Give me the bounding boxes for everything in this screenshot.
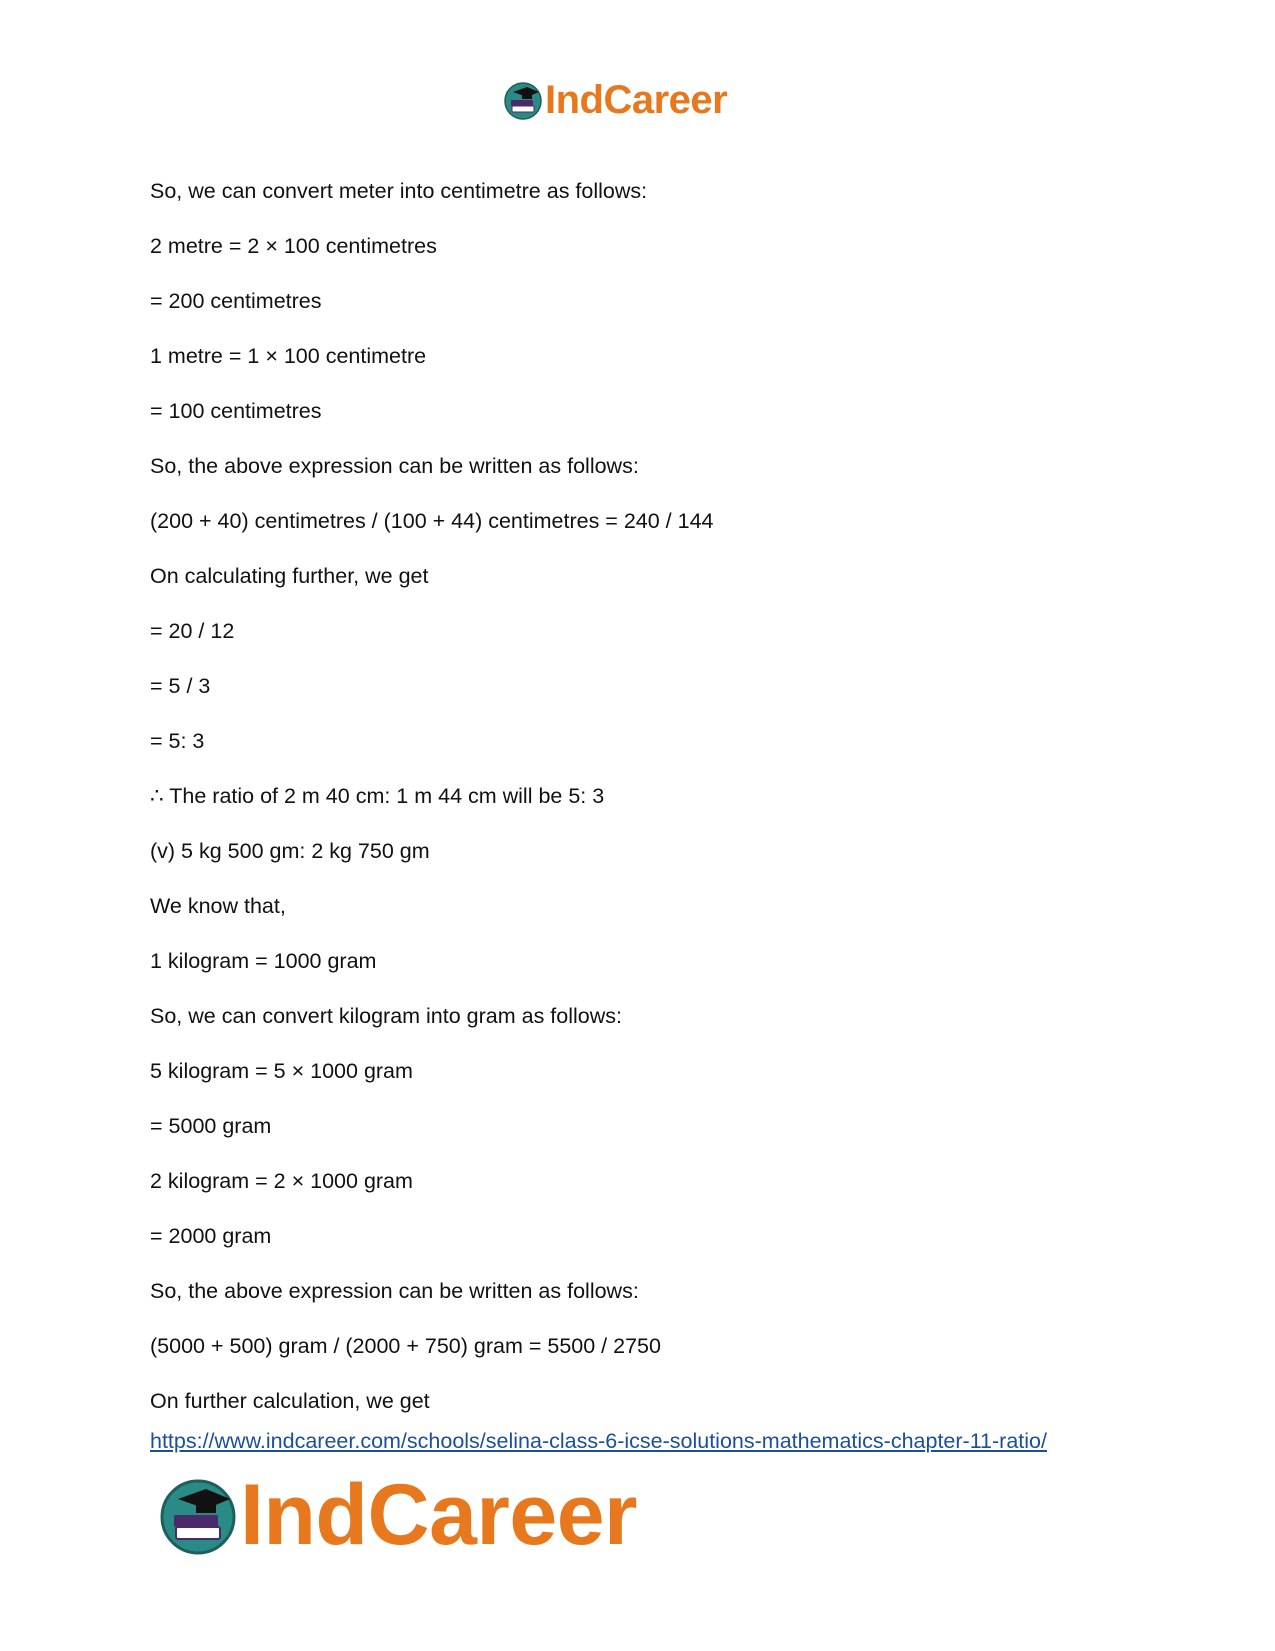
text-line: So, the above expression can be written as follows:	[150, 454, 639, 478]
logo-wordmark: IndCareer	[240, 1467, 637, 1563]
text-line: (5000 + 500) gram / (2000 + 750) gram = 5500 / 2750	[150, 1334, 661, 1358]
text-line: (200 + 40) centimetres / (100 + 44) centimetres = 240 / 144	[150, 509, 714, 533]
text-line: = 100 centimetres	[150, 399, 322, 423]
text-line: We know that,	[150, 894, 286, 918]
globe-books-icon	[158, 1475, 238, 1555]
text-line: ∴ The ratio of 2 m 40 cm: 1 m 44 cm will be 5: 3	[150, 784, 605, 808]
text-line: 1 kilogram = 1000 gram	[150, 949, 377, 973]
text-line: = 5: 3	[150, 729, 205, 753]
globe-books-icon	[503, 80, 543, 120]
text-line: 2 kilogram = 2 × 1000 gram	[150, 1169, 413, 1193]
text-line: 1 metre = 1 × 100 centimetre	[150, 344, 427, 368]
text-line: On further calculation, we get	[150, 1389, 430, 1413]
document-body	[150, 178, 1150, 1443]
text-line: 5 kilogram = 5 × 1000 gram	[150, 1059, 413, 1083]
text-line: = 5000 gram	[150, 1114, 272, 1138]
text-line: = 2000 gram	[150, 1224, 272, 1248]
footer-logo	[158, 1467, 637, 1563]
text-line: = 20 / 12	[150, 619, 235, 643]
text-line: = 5 / 3	[150, 674, 211, 698]
text-line: 2 metre = 2 × 100 centimetres	[150, 234, 437, 258]
text-line: So, the above expression can be written as follows:	[150, 1279, 639, 1303]
text-line: On calculating further, we get	[150, 564, 429, 588]
text-line: So, we can convert meter into centimetre as follows:	[150, 179, 648, 203]
text-line: So, we can convert kilogram into gram as follows:	[150, 1004, 623, 1028]
source-link[interactable]: https://www.indcareer.com/schools/selina-class-6-icse-solutions-mathematics-chapter-11-ratio/	[150, 1429, 1047, 1453]
header-logo	[503, 80, 727, 120]
logo-wordmark: IndCareer	[545, 78, 728, 122]
text-line: = 200 centimetres	[150, 289, 322, 313]
text-line: (v) 5 kg 500 gm: 2 kg 750 gm	[150, 839, 430, 863]
